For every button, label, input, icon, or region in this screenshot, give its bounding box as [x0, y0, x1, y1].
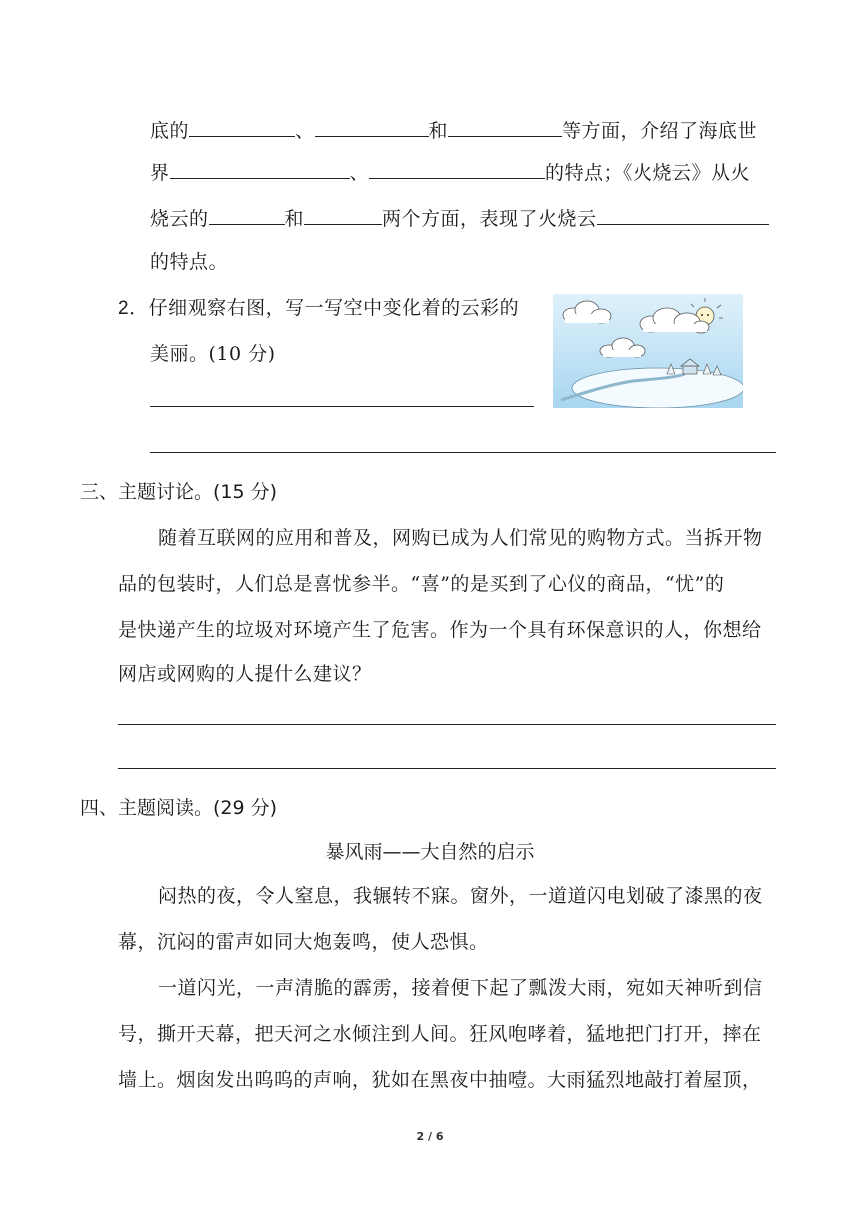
paragraph-line: 网店或网购的人提什么建议？ [118, 663, 372, 685]
answer-blank[interactable] [170, 160, 350, 179]
sky-clouds-illustration [553, 294, 743, 408]
q1-line-4: 的特点。 [150, 251, 229, 273]
q1-line-2 [150, 160, 750, 185]
q2-line-2: 美丽。(10 分) [150, 343, 276, 365]
q1-line-3 [150, 206, 769, 231]
q1-line-1 [150, 118, 757, 143]
answer-blank[interactable] [209, 206, 285, 225]
q1-text: 的特点；《火烧云》从火 [545, 162, 751, 184]
answer-blank[interactable] [369, 160, 545, 179]
q1-text: 等方面，介绍了海底世 [562, 120, 758, 142]
answer-line[interactable] [150, 452, 776, 453]
answer-line[interactable] [118, 724, 776, 725]
q1-text: 两个方面，表现了火烧云 [382, 208, 597, 230]
page-number: 2 / 6 [416, 1130, 444, 1143]
section-heading: 四、主题阅读。(29 分) [80, 797, 278, 819]
paragraph-line: 一道闪光，一声清脆的霹雳，接着便下起了瓢泼大雨，宛如天神听到信 [158, 977, 763, 999]
paragraph-line: 幕，沉闷的雷声如同大炮轰鸣，使人恐惧。 [118, 931, 489, 953]
q1-text: 、 [349, 162, 370, 184]
answer-blank[interactable] [448, 118, 562, 137]
answer-blank[interactable] [315, 118, 429, 137]
section-heading: 三、主题讨论。(15 分) [80, 481, 278, 503]
paragraph-line: 号，撕开天幕，把天河之水倾注到人间。狂风咆哮着，猛地把门打开，摔在 [118, 1023, 762, 1045]
q1-text: 和 [284, 208, 305, 230]
q2-prompt: 仔细观察右图，写一写空中变化着的云彩的 [148, 297, 520, 319]
paragraph-line: 是快递产生的垃圾对环境产生了危害。作为一个具有环保意识的人，你想给 [118, 619, 762, 641]
paragraph-line: 品的包装时，人们总是喜忧参半。“喜”的是买到了心仪的商品，“忧”的 [118, 573, 725, 595]
question-number: 2． [118, 298, 149, 319]
answer-line[interactable] [118, 768, 776, 769]
answer-blank[interactable] [304, 206, 382, 225]
q1-text: 烧云的 [150, 208, 209, 230]
paragraph-line: 随着互联网的应用和普及，网购已成为人们常见的购物方式。当拆开物 [158, 527, 763, 549]
article-title: 暴风雨——大自然的启示 [325, 841, 535, 863]
answer-blank[interactable] [597, 206, 769, 225]
answer-blank[interactable] [189, 118, 295, 137]
answer-line[interactable] [150, 406, 534, 407]
q2-line-1 [118, 296, 519, 321]
q1-text: 界 [150, 162, 170, 184]
q1-text: 、 [295, 120, 315, 142]
paragraph-line: 闷热的夜，令人窒息，我辗转不寐。窗外，一道道闪电划破了漆黑的夜 [158, 885, 763, 907]
q1-text: 底的 [150, 120, 190, 142]
paragraph-line: 墙上。烟囱发出呜呜的声响，犹如在黑夜中抽噎。大雨猛烈地敲打着屋顶， [118, 1069, 762, 1091]
q1-text: 和 [428, 120, 449, 142]
